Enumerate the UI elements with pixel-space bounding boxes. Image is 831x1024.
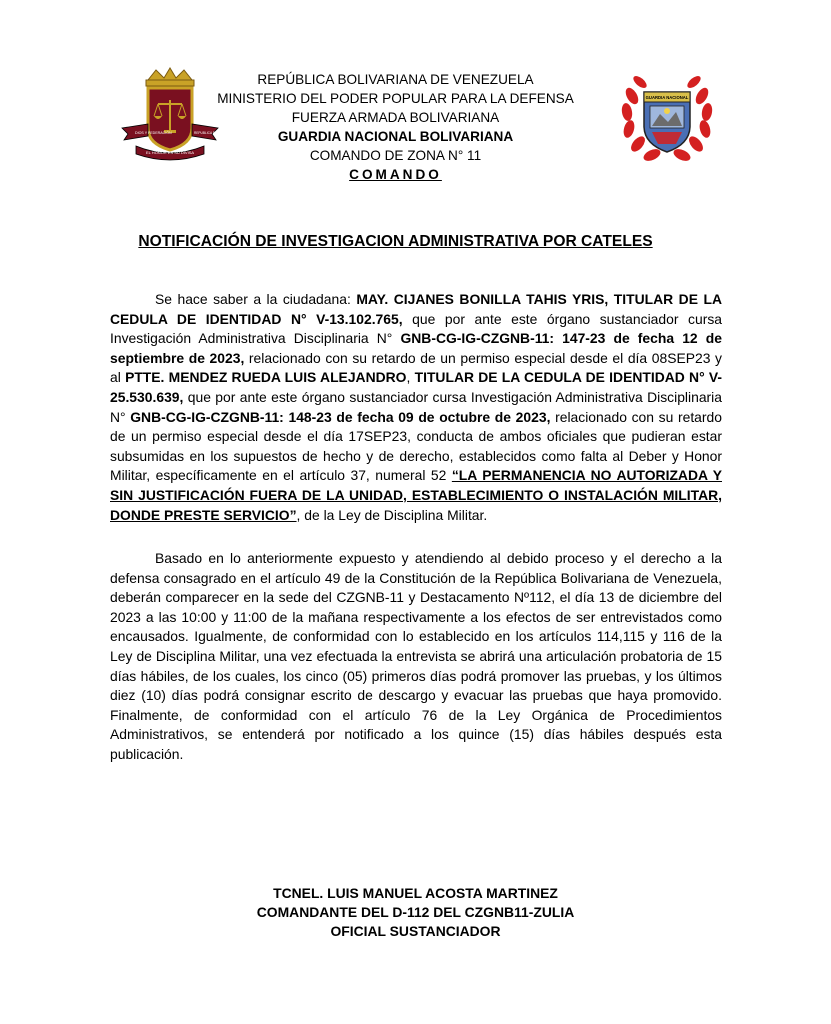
paragraph-notification bbox=[110, 290, 722, 525]
signer-name: TCNEL. LUIS MANUEL ACOSTA MARTINEZ bbox=[273, 885, 558, 901]
signature-block bbox=[0, 884, 831, 941]
summons-text: Basado en lo anteriormente expuesto y atendiendo al debido proceso y el derecho a la defensa consagrado en el artículo 49 de la Constitución de la República Bolivariana de Venezuela, deberán comparecer en la sede del CZGNB-11 y Destacamento Nº112, el día 13 de diciembre del 2023 a las 10:00 y 11:00 de la mañana respectivamente a los efectos de ser entrevistados como encausados. Igualmente, de conformidad con lo establecido en los artículos 114,115 y 116 de la Ley de Disciplina Militar, una vez efectuada la entrevista se abrirá una articulación probatoria de 15 días hábiles, de los cuales, los cinco (05) primeros días podrá promover las pruebas, y los últimos diez (10) días podrá consignar escrito de descargo y evacuar las pruebas que haya promovido. Finalmente, de conformidad con el artículo 76 de la Ley Orgánica de Procedimientos Administrativos, se entenderá por notificado a los quince (15) días hábiles después esta publicación. bbox=[110, 550, 722, 762]
officer-1-identity: MAY. CIJANES BONILLA TAHIS YRIS, TITULAR DE LA CEDULA DE IDENTIDAD N° V-13.102.765, bbox=[110, 291, 722, 327]
text-segment: relacionado con su retardo de un permiso especial desde el día 08SEP23 y al bbox=[110, 349, 722, 386]
paragraph-summons bbox=[110, 549, 722, 765]
header-ministry: MINISTERIO DEL PODER POPULAR PARA LA DEFENSA bbox=[217, 91, 574, 106]
document-title: NOTIFICACIÓN DE INVESTIGACION ADMINISTRATIVA POR CATELES bbox=[138, 233, 653, 250]
header-republic: REPÚBLICA BOLIVARIANA DE VENEZUELA bbox=[257, 72, 534, 87]
header-comando: COMANDO bbox=[349, 167, 442, 182]
svg-text:GUARDIA NACIONAL: GUARDIA NACIONAL bbox=[645, 95, 689, 100]
header-zone-command: COMANDO DE ZONA N° 11 bbox=[309, 148, 482, 163]
text-segment: relacionado con su retardo de un permiso especial desde el día 17SEP23, conducta de ambos oficiales que pudieran estar subsumidas en los supuestos de hecho y de derecho, establecidos como falta al Deber y Honor Militar, específicamente en el artículo 37, numeral 52 bbox=[110, 408, 722, 484]
text-segment: que por ante este órgano sustanciador cursa Investigación Administrativa Disciplinaria N° bbox=[110, 310, 722, 347]
text-segment: que por ante este órgano sustanciador cursa Investigación Administrativa Disciplinaria N° bbox=[110, 388, 722, 425]
letterhead bbox=[0, 70, 791, 184]
quoted-article: “LA PERMANENCIA NO AUTORIZADA Y SIN JUSTIFICACIÓN FUERA DE LA UNIDAD, ESTABLECIMIENTO O INSTALACIÓN MILITAR, DONDE PRESTE SERVICIO” bbox=[110, 467, 722, 523]
officer-2-identity: TITULAR DE LA CEDULA DE IDENTIDAD N° V-25.530.639, bbox=[110, 369, 722, 405]
officer-2-name: PTTE. MENDEZ RUEDA LUIS ALEJANDRO bbox=[125, 369, 407, 386]
text-segment: Se hace saber a la ciudadana: bbox=[155, 291, 357, 307]
header-armed-force: FUERZA ARMADA BOLIVARIANA bbox=[291, 110, 500, 125]
svg-text:DIOS Y FEDERACIÓN: DIOS Y FEDERACIÓN bbox=[135, 131, 172, 135]
signer-position: COMANDANTE DEL D-112 DEL CZGNB11-ZULIA bbox=[256, 904, 575, 920]
text-segment: , bbox=[406, 369, 415, 386]
svg-text:REPUBLICA BOLIVARIANA: REPUBLICA BOLIVARIANA bbox=[194, 131, 234, 135]
signer-role: OFICIAL SUSTANCIADOR bbox=[330, 923, 501, 939]
header-guard: GUARDIA NACIONAL BOLIVARIANA bbox=[277, 129, 514, 144]
case-2-number: GNB-CG-IG-CZGNB-11: 148-23 de fecha 09 de octubre de 2023, bbox=[130, 408, 551, 425]
case-1-number: GNB-CG-IG-CZGNB-11: 147-23 de fecha 12 de septiembre de 2023, bbox=[110, 330, 722, 366]
text-segment: , de la Ley de Disciplina Militar. bbox=[296, 506, 488, 523]
svg-text:EL HONOR ES SU DIVISA: EL HONOR ES SU DIVISA bbox=[145, 150, 195, 155]
